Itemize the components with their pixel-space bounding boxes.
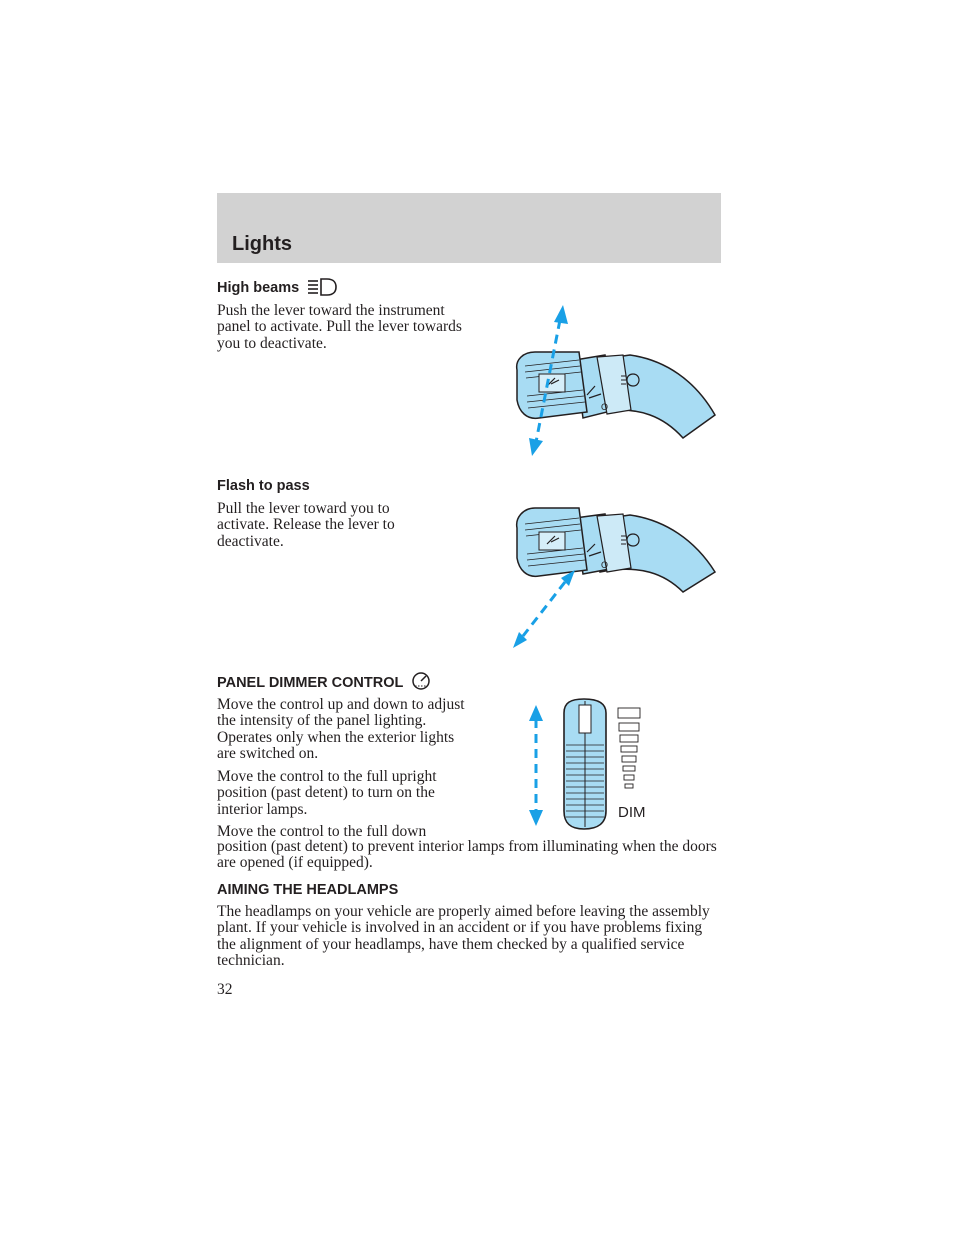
dim-label: DIM: [618, 804, 646, 821]
section-title: Lights: [232, 233, 292, 255]
aiming-headlamps-heading: AIMING THE HEADLAMPS: [217, 882, 399, 898]
svg-text:O: O: [601, 402, 609, 412]
panel-dimmer-text-3a: Move the control to the full down: [217, 823, 427, 840]
high-beam-icon: [307, 278, 337, 296]
svg-text:O: O: [601, 560, 609, 570]
panel-dimmer-text-3b: position (past detent) to prevent interior lamps from illuminating when the doors are opened (if equipped).: [217, 838, 717, 872]
flash-to-pass-lever-figure: [505, 490, 720, 650]
panel-dimmer-text-2: Move the control to the full upright position (past detent) to turn on the interior lamps.: [217, 768, 437, 818]
panel-dimmer-icon: [411, 671, 431, 691]
page-number: 32: [217, 981, 233, 998]
section-header-band: [217, 193, 721, 263]
panel-dimmer-text-1: Move the control up and down to adjust the intensity of the panel lighting. Operates only when the exterior lights are switched on.: [217, 696, 465, 763]
high-beams-heading-text: High beams: [217, 280, 300, 296]
high-beam-lever-figure: [505, 300, 720, 460]
panel-dimmer-figure: [520, 695, 650, 835]
panel-dimmer-heading-text: PANEL DIMMER CONTROL: [217, 675, 404, 691]
flash-to-pass-heading: Flash to pass: [217, 478, 310, 494]
panel-dimmer-heading: [217, 671, 431, 691]
flash-to-pass-text: Pull the lever toward you to activate. Release the lever to deactivate.: [217, 500, 395, 550]
high-beams-text: Push the lever toward the instrument panel to activate. Pull the lever towards you to deactivate.: [217, 302, 462, 352]
aiming-headlamps-text: The headlamps on your vehicle are properly aimed before leaving the assembly plant. If your vehicle is involved in an accident or if you have problems fixing the alignment of your headlamps, have them checked by a qualified service technician.: [217, 903, 710, 970]
high-beams-heading: [217, 278, 337, 296]
